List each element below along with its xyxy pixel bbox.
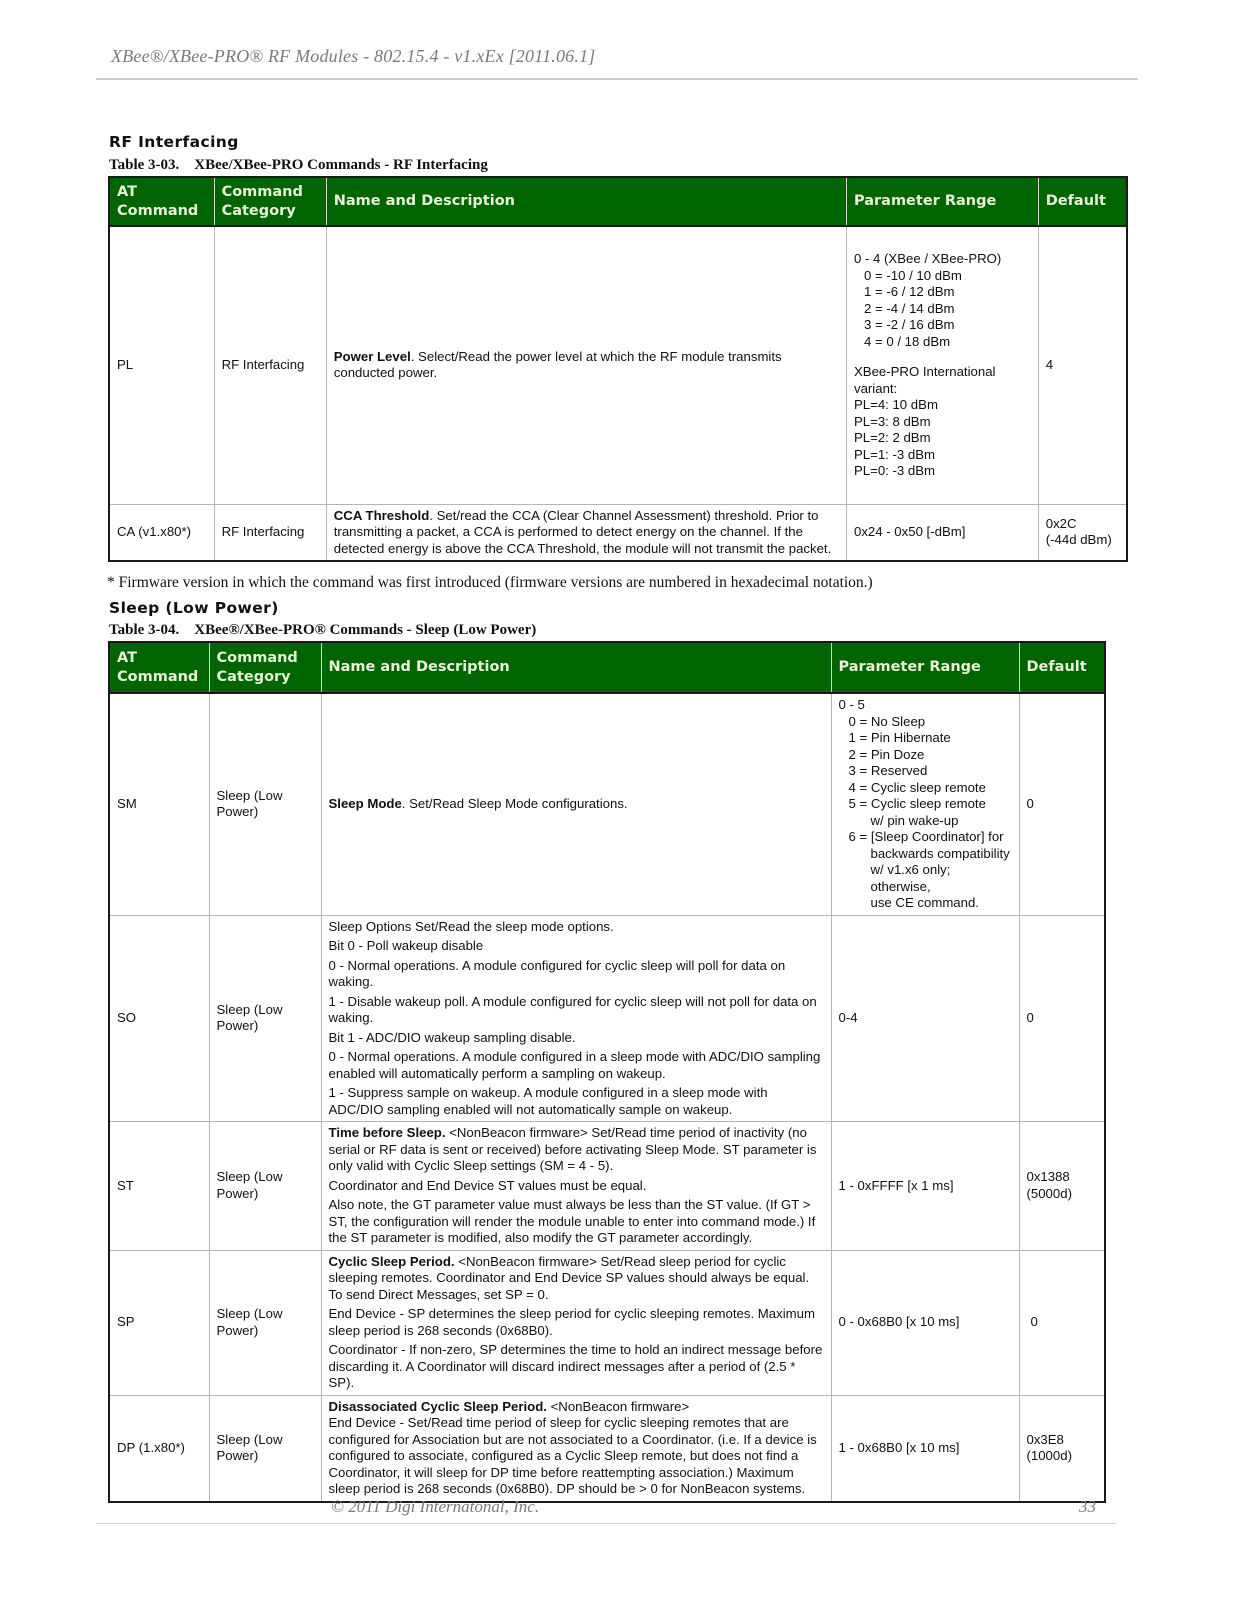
cell-default: 0 <box>1019 693 1105 915</box>
table-row-pl <box>109 226 1127 504</box>
range-line: 4 = 0 / 18 dBm <box>863 333 951 349</box>
cell-category: RF Interfacing <box>214 226 326 504</box>
cell-at-command: ST <box>109 1122 209 1251</box>
rf-interfacing-table <box>108 176 1128 562</box>
table-row-ca <box>109 504 1127 561</box>
sleep-table <box>108 641 1106 1503</box>
desc-title: Power Level <box>333 348 411 364</box>
desc-line: Bit 0 - Poll wakeup disable <box>328 938 484 953</box>
range-line: 0 - 4 (XBee / XBee-PRO) <box>853 251 1002 266</box>
default-line: 0x3E8 <box>1026 1431 1064 1447</box>
desc-line: 0 - Normal operations. A module configured for cyclic sleep will poll for data on waking. <box>328 957 786 989</box>
cell-parameter-range: 0 - 0x68B0 [x 10 ms] <box>831 1250 1019 1395</box>
range-line: 3 = -2 / 16 dBm <box>863 317 955 332</box>
cell-default: 0 <box>1019 1250 1105 1395</box>
range-line: 4 = Cyclic sleep remote <box>848 779 986 795</box>
desc-title: Sleep Mode <box>328 796 402 811</box>
cell-parameter-range: 1 - 0x68B0 [x 10 ms] <box>831 1395 1019 1502</box>
cell-category: Sleep (Low Power) <box>209 1395 321 1502</box>
table-caption-3-03: Table 3-03. XBee/XBee-PRO Commands - RF Interfacing <box>109 157 488 173</box>
desc-text: . Set/Read Sleep Mode configurations. <box>401 796 628 811</box>
desc-line: Bit 1 - ADC/DIO wakeup sampling disable. <box>328 1029 576 1045</box>
cell-category: RF Interfacing <box>214 504 326 561</box>
footer-divider <box>96 1523 1116 1524</box>
range-line: 2 = Pin Doze <box>848 746 925 762</box>
cell-parameter-range: 1 - 0xFFFF [x 1 ms] <box>831 1122 1019 1251</box>
section-heading-rf-interfacing: RF Interfacing <box>109 133 239 151</box>
desc-line: 1 - Suppress sample on wakeup. A module configured in a sleep mode with ADC/DIO sampling enabled will not automatically sample on wakeup. <box>328 1085 768 1117</box>
col-header-default: Default <box>1038 177 1127 226</box>
desc-text: <NonBeacon firmware> <box>546 1398 690 1414</box>
cell-at-command: SO <box>109 915 209 1122</box>
header-divider <box>96 78 1138 80</box>
range-line: w/ v1.x6 only; otherwise, <box>870 862 951 894</box>
cell-description <box>321 1250 831 1395</box>
range-line: w/ pin wake-up <box>870 812 959 828</box>
desc-line: Coordinator and End Device ST values must be equal. <box>328 1177 647 1193</box>
desc-title: CCA Threshold <box>333 507 430 523</box>
range-line: XBee-PRO International variant: <box>853 364 996 396</box>
range-line: 5 = Cyclic sleep remote <box>848 796 986 811</box>
range-line: 1 = -6 / 12 dBm <box>863 284 955 299</box>
default-line: (-44d dBm) <box>1045 532 1112 548</box>
cell-at-command: SM <box>109 693 209 915</box>
table-header-row <box>109 642 1105 693</box>
default-line: (1000d) <box>1026 1448 1072 1463</box>
desc-line: Coordinator - If non-zero, SP determines the time to hold an indirect message before discarding it. A Coordinator will discard indirect messages after a period of (2.5 * SP). <box>328 1342 823 1390</box>
desc-text: <NonBeacon firmware> Set/Read time period of inactivity (no serial or RF data is sent or received) before activating Sleep Mode. ST parameter is only valid with Cyclic Sleep settings (SM = 4 - 5). <box>328 1125 817 1173</box>
cell-description <box>321 1122 831 1251</box>
cell-default <box>1038 504 1127 561</box>
range-line: PL=1: -3 dBm <box>853 446 935 462</box>
cell-description <box>321 693 831 915</box>
desc-line: 1 - Disable wakeup poll. A module configured for cyclic sleep will not poll for data on waking. <box>328 993 817 1025</box>
cell-description <box>326 504 846 561</box>
range-line: PL=2: 2 dBm <box>853 430 931 445</box>
desc-line: 0 - Normal operations. A module configured in a sleep mode with ADC/DIO sampling enabled will automatically perform a sampling on wakeup. <box>328 1049 821 1081</box>
table-row-sm <box>109 693 1105 915</box>
desc-title: Disassociated Cyclic Sleep Period. <box>328 1398 547 1414</box>
cell-parameter-range: 0x24 - 0x50 [-dBm] <box>846 504 1038 561</box>
cell-category: Sleep (Low Power) <box>209 1122 321 1251</box>
desc-line: End Device - Set/Read time period of sleep for cyclic sleeping remotes that are configured for Association but are not associated to a Coordinator. (i.e. If a device is configured to associate, configured as a Cyclic Sleep remote, but does not find a Coordinator, it will sleep for DP time before reattempting association.) Maximum sleep period is 268 seconds (0x68B0). DP should be > 0 for NonBeacon systems. <box>328 1415 817 1496</box>
col-header-name-description: Name and Description <box>326 177 846 226</box>
cell-category: Sleep (Low Power) <box>209 915 321 1122</box>
table-row-st <box>109 1122 1105 1251</box>
table-caption-3-04: Table 3-04. XBee®/XBee-PRO® Commands - Sleep (Low Power) <box>109 622 537 638</box>
col-header-at-command: AT Command <box>109 177 214 226</box>
page-header-title: XBee®/XBee-PRO® RF Modules - 802.15.4 - v1.xEx [2011.06.1] <box>111 46 596 66</box>
col-header-parameter-range: Parameter Range <box>846 177 1038 226</box>
default-line: 0x1388 <box>1026 1169 1070 1185</box>
cell-parameter-range <box>831 693 1019 915</box>
cell-default: 4 <box>1038 226 1127 504</box>
cell-category: Sleep (Low Power) <box>209 1250 321 1395</box>
page-number: 33 <box>1079 1497 1096 1516</box>
range-line: 2 = -4 / 14 dBm <box>863 300 955 316</box>
cell-description <box>321 915 831 1122</box>
table-header-row <box>109 177 1127 226</box>
range-line: 6 = [Sleep Coordinator] for <box>848 829 1004 844</box>
cell-at-command: DP (1.x80*) <box>109 1395 209 1502</box>
cell-category: Sleep (Low Power) <box>209 693 321 915</box>
range-line: PL=0: -3 dBm <box>853 463 935 478</box>
range-line: 0 = -10 / 10 dBm <box>863 267 962 283</box>
cell-default <box>1019 1395 1105 1502</box>
range-line: 1 = Pin Hibernate <box>848 730 951 745</box>
range-line: use CE command. <box>870 895 979 910</box>
range-line: backwards compatibility <box>870 845 1010 861</box>
cell-parameter-range <box>846 226 1038 504</box>
cell-parameter-range: 0-4 <box>831 915 1019 1122</box>
cell-description <box>326 226 846 504</box>
col-header-command-category: Command Category <box>214 177 326 226</box>
desc-text: <NonBeacon firmware> Set/Read sleep period for cyclic sleeping remotes. Coordinator and End Device SP values should always be equal. To send Direct Messages, set SP = 0. <box>328 1253 810 1302</box>
col-header-name-description: Name and Description <box>321 642 831 693</box>
col-header-command-category: Command Category <box>209 642 321 693</box>
range-line: 3 = Reserved <box>848 763 928 778</box>
firmware-footnote: * Firmware version in which the command was first introduced (firmware versions are numbered in hexadecimal notation.) <box>107 574 873 591</box>
table-row-dp <box>109 1395 1105 1502</box>
cell-at-command: CA (v1.x80*) <box>109 504 214 561</box>
cell-default: 0 <box>1019 915 1105 1122</box>
range-line: PL=4: 10 dBm <box>853 397 938 412</box>
col-header-default: Default <box>1019 642 1105 693</box>
range-line: PL=3: 8 dBm <box>853 413 931 429</box>
desc-text: . Select/Read the power level at which the RF module transmits conducted power. <box>333 348 782 381</box>
default-line: 0x2C <box>1045 515 1077 531</box>
table-row-sp <box>109 1250 1105 1395</box>
cell-description <box>321 1395 831 1502</box>
desc-line: Sleep Options Set/Read the sleep mode options. <box>328 918 614 934</box>
cell-at-command: SP <box>109 1250 209 1395</box>
range-line: 0 = No Sleep <box>848 713 926 729</box>
col-header-parameter-range: Parameter Range <box>831 642 1019 693</box>
cell-at-command: PL <box>109 226 214 504</box>
table-row-so <box>109 915 1105 1122</box>
desc-line: Also note, the GT parameter value must always be less than the ST value. (If GT > ST, the configuration will render the module unable to enter into command mode.) If the ST parameter is modified, also modify the GT parameter accordingly. <box>328 1197 816 1245</box>
desc-title: Cyclic Sleep Period. <box>328 1253 455 1269</box>
footer-copyright: © 2011 Digi Internatonal, Inc. <box>331 1497 540 1516</box>
range-line: 0 - 5 <box>838 697 865 712</box>
default-line: (5000d) <box>1026 1185 1072 1201</box>
col-header-at-command: AT Command <box>109 642 209 693</box>
desc-text: . Set/read the CCA (Clear Channel Assessment) threshold. Prior to transmitting a packet, a CCA is performed to detect energy on the channel. If the detected energy is above the CCA Threshold, the module will not transmit the packet. <box>333 507 832 556</box>
cell-default <box>1019 1122 1105 1251</box>
section-heading-sleep: Sleep (Low Power) <box>109 599 279 617</box>
desc-line: End Device - SP determines the sleep period for cyclic sleeping remotes. Maximum sleep period is 268 seconds (0x68B0). <box>328 1306 815 1338</box>
desc-title: Time before Sleep. <box>328 1125 446 1140</box>
